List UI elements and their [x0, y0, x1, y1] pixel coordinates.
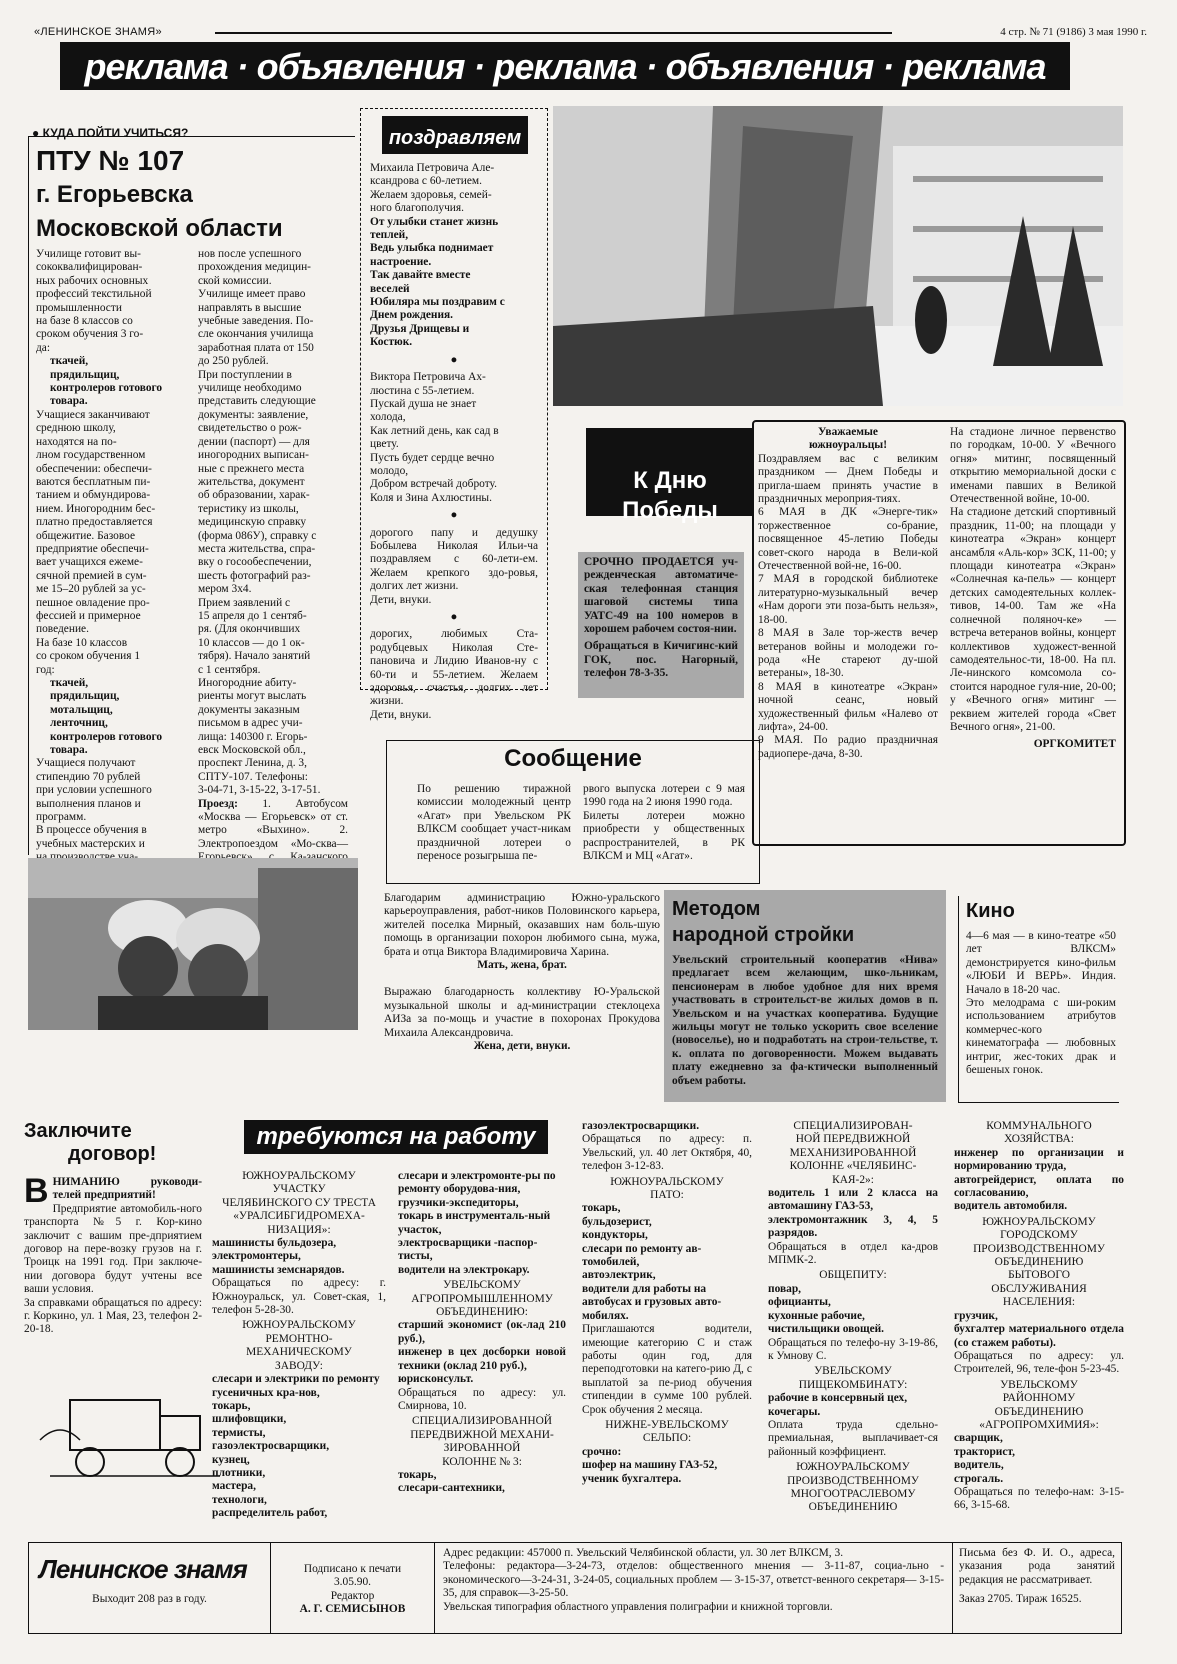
jobs-col-1: ЮЖНОУРАЛЬСКОМУ УЧАСТКУ ЧЕЛЯБИНСКОГО СУ ТРЕСТА «УРАЛСИБГИДРОМЕХА- НИЗАЦИЯ»: машинисты бульдозера, электромонтеры, машинисты земснарядов. Обращаться по адресу: г. Южноуральск, ул. Совет-ская, 1, телефон 5-28-30. ЮЖНОУРАЛЬСКОМУ РЕМОНТНО- МЕХАНИЧЕСКОМУ ЗАВОДУ: слесари и электрики по ремонту гусеничных кра-нов, токарь, шлифовщики, термисты, газоэлектросварщики, кузнец, плотники, мастера, технологи, распределитель работ, — [212, 1170, 386, 1520]
announcement-box — [386, 740, 760, 884]
weavers-illustration — [28, 858, 358, 1030]
footer-letters-cell: Письма без Ф. И. О., адреса, указания рода занятий редакция не рассматривает. Заказ 2705. Тираж 16525. — [959, 1547, 1115, 1606]
contract-title-1: Заключите — [24, 1120, 132, 1142]
bullet-divider: ● — [450, 353, 458, 366]
announcement-col-2: рвого выпуска лотереи с 9 мая 1990 года на 2 июня 1990 года. Билеты лотереи можно приобрести у общественных распространителей, в РК ВЛКСМ и МЦ «Агат». — [583, 783, 745, 863]
monument-illustration — [553, 106, 1123, 406]
publication-frequency: Выходит 208 раз в году. — [92, 1593, 207, 1605]
paper-name: «ЛЕНИНСКОЕ ЗНАМЯ» — [34, 26, 162, 38]
jobs-col-4: СПЕЦИАЛИЗИРОВАН- НОЙ ПЕРЕДВИЖНОЙ МЕХАНИЗИРОВАННОЙ КОЛОННЕ «ЧЕЛЯБИНС- КАЯ-2»: водитель 1 или 2 класса на автомашину ГАЗ-53, электромонтажник 3, 4, 5 разрядов. Обращаться в отдел ка-дров МПМК-2. ОБЩЕПИТУ: повар, официанты, кухонные рабочие, чистильщики овощей. Обращаться по телефо-ну 3-19-86, к Умнову С. УВЕЛЬСКОМУ ПИЩЕКОМБИНАТУ: рабочие в консервный цех, кочегары. Оплата труда сдельно-премиальная, выплачивает-ся районный коэффициент. ЮЖНОУРАЛЬСКОМУ ПРОИЗВОДСТВЕННОМУ МНОГООТРАСЛЕВОМУ ОБЪЕДИНЕНИЮ — [768, 1120, 938, 1514]
jobs-col-3: газоэлектросварщики. Обращаться по адресу: п. Увельский, ул. 40 лет Октября, 40, телефон 3-12-83. ЮЖНОУРАЛЬСКОМУ ПАТО: токарь, бульдозерист, кондукторы, слесари по ремонту ав-томобилей, автоэлектрик, водители для работы на автобусах и грузовых авто-мобилях. Приглашаются водители, имеющие категорию С и стаж работы один год, для переподготовки на катего-рию Д, с выплатой за пе-риод обучения стипендии в сумме 100 рублей. Срок обучения 2 месяца. НИЖНЕ-УВЕЛЬСКОМУ СЕЛЬПО: срочно: шофер на машину ГАЗ-52, ученик бухгалтера. — [582, 1120, 752, 1485]
announcement-col-1: По решению тиражной комиссии молодежный центр «Агат» при Увельском РК ВЛКСМ сообщает участ-никам праздничной лотереи о переносе розыгрыша пе- — [417, 783, 571, 863]
drop-cap: В — [24, 1172, 49, 1210]
contract-ad: Заключите договор! В НИМАНИЮ руководи-телей предприятий! Предприятие автомобиль-ного транспорта №5 г. Кор-кино заключит с вашим пре-дприятием договор на пере-возку грузов на г. Троицк на 1991 год. При заключе-нии договора будут учтены все ваши условия. За справками обращаться по адресу: г. Коркино, ул. 1 Мая, 23, телефон 2-20-18. — [24, 1120, 202, 1336]
cinema-ad — [958, 896, 1120, 1102]
cinema-text: 4—6 мая — в кино-театре «50 лет ВЛКСМ» демонстрируется кино-фильм «ЛЮБИ И ВЕРЬ». Индия. Начало в 18-20 час. Это мелодрама с ши-роким использованием атрибутов коммерчес-кого кинематографа — любовных интриг, жес-токих драк и бешеных гонок. — [966, 930, 1116, 1077]
photo-monument — [553, 106, 1123, 406]
ptu-kicker: ● КУДА ПОЙТИ УЧИТЬСЯ? — [32, 126, 189, 140]
ptu-article — [28, 126, 358, 856]
masthead — [30, 20, 1147, 42]
footer-address-cell: Адрес редакции: 457000 п. Увельский Челябинской области, ул. 30 лет ВЛКСМ, 3. Телефоны: редактора—3-24-73, отделов: общественного мнения — 3-11-87, социа-льно - экономического—3-24-31, 3-24-05, социальных проблем — 3-15-37, ответст-венного секретаря— 3-15-35, для справок—3-25-50. Увельская типография областного управления полиграфии и книжной торговли. — [435, 1543, 953, 1633]
cooperative-ad: Методом народной стройки Увельский строительный кооператив «Нива» предлагает всем желающим, шко-льникам, пенсионерам в любое удобное для них время участвовать в строительст-ве жилых домов в п. Увельском и на участках кооператива. Будущие жильцы могут не только ускорить свое вселение (новоселье), но и подработать на строи-тельстве, т. к. оплата по договоренности. Можем выдавать плату ежедневно за фа-ктически выполненный объем работы. — [664, 890, 946, 1102]
cooperative-title: Методом народной стройки — [672, 898, 855, 946]
ptu-title: ПТУ № 107 г. Егорьевска Московской области — [36, 145, 283, 242]
ptu-col-1: Училище готовит вы- сококвалифицирован- ных рабочих основных профессий текстильной промышленности на базе 8 классов со сроком обучения 3 го- да: ткачей, прядильщиц, контролеров готового товара. Учащиеся заканчивают среднюю школу, находятся на по- лном государственном обеспечении: обеспечи- ваются бесплатным пи- танием и обмундирова- нием. Иногородним бес- платно предоставляется общежитие. Базовое предприятие обеспечи- вает учащихся ежеме- сячной премией в сум- ме 15–20 рублей за ус- пешное овладение про- фессией и примерное поведение. На базе 10 классов со сроком обучения 1 год: ткачей, прядильщиц, мотальщиц, ленточниц, контролеров готового товара. Учащиеся получают стипендию 70 рублей при условии успешного выполнения планов и программ. В процессе обучения в учебных мастерских и — [36, 248, 163, 850]
photo-weavers — [28, 858, 358, 1030]
jobs-col-5: КОММУНАЛЬНОГО ХОЗЯЙСТВА: инженер по организации и нормированию труда, автогрейдерист, оплата по согласованию, водитель автомобиля. ЮЖНОУРАЛЬСКОМУ ГОРОДСКОМУ ПРОИЗВОДСТВЕННОМУ ОБЪЕДИНЕНИЮ БЫТОВОГО ОБСЛУЖИВАНИЯ НАСЕЛЕНИЯ: грузчик, бухгалтер материального отдела (со стажем работы). Обращаться по адресу: ул. Строителей, 96, теле-фон 5-23-45. УВЕЛЬСКОМУ РАЙОННОМУ ОБЪЕДИНЕНИЮ «АГРОПРОМХИМИЯ»: сварщик, тракторист, водитель, строгаль. Обращаться по телефо-нам: 3-15-66, 3-15-68. — [954, 1120, 1124, 1512]
congrats-text: Михаила Петровича Але- ксандрова с 60-летием. Желаем здоровья, семей- ного благополучия. От улыбки станет жизнь теплей, Ведь улыбка поднимает настроение. Так давайте вместе веселей Юбиляра мы поздравим с Днем рождения. Друзья Дрищевы и Костюк. ● Виктора Петровича Ах- люстина с 55-летием. Пускай душа не знает холода, Как летний день, как сад в цвету. Пусть будет сердце вечно молодо, Добром встречай доброту. Коля и Зина Ахлюстины. ● дорогого папу и дедушку Бобылева Николая Ильи-ча поздравляем с 60-лети-ем. Желаем крепкого здо-ровья, долгих лет жизни. Дети, внуки. ● дорогих, любимых Ста-родубцевых Николая Сте-пановича и Лидию Иванов-ну с 60-ти и 55-летием. Желаем здоровья, счастья, долгих лет жизни. Дети, внуки. — [370, 162, 538, 721]
congrats-header: поздравляем — [382, 116, 528, 154]
banner-text: реклама · объявления · реклама · объявления · реклама — [84, 46, 1046, 87]
announcement-title: Сообщение — [504, 745, 642, 772]
paper-logo: Ленинское знамя — [39, 1554, 247, 1584]
urgent-sale: СРОЧНО ПРОДАЕТСЯ уч-режденческая автоматиче-ская телефонная станция шаговой системы типа УАТС-49 на 100 номеров в хорошем рабочем состоя-нии. Обращаться в Кичигинс-кий ГОК, пос. Нагорный, телефон 78-3-35. — [578, 552, 744, 698]
victory-col-1: Уважаемые южноуральцы! Поздравляем вас с великим праздником — Днем Победы и пригла-шаем принять участие в праздничных мероприя-тиях. 6 МАЯ в ДК «Энерге-тик» торжественное со-брание, посвященное 45-летию Победы совет-ского народа в Вели-кой Отечественной вой-не, 16-00. 7 МАЯ в городской библиотеке литературно-музыкальный вечер «Нам дороги эти поза-быть нельзя», 18-00. 8 МАЯ в Зале тор-жеств вечер ветеранов войны и молодежи го-рода «Не стареют ду-шой ветераны», 18-30. 8 МАЯ в кинотеатре «Экран» ночной сеанс, новый художественный фильм «Налево от лифта», 24-00. 9 МАЯ. По радио праздничная радиопере-дача, 8-30. — [758, 426, 938, 760]
thanks-notices: Благодарим администрацию Южно-уральского карьероуправления, работ-ников Половинского карьера, жителей поселка Мирный, оказавших нам боль-шую помощь в организации похорон любимого сына, мужа, брата и отца Виктора Владимировича Харина. Мать, жена, брат. Выражаю благодарность коллективу Ю-Уральской музыкальной школы и ад-министрации стеклоцеха АИЗа за по-мощь и участие в похоронах Прокудова Михаила Александровича. Жена, дети, внуки. — [384, 892, 660, 1053]
issue-line: 4 стр. № 71 (9186) 3 мая 1990 г. — [1000, 26, 1147, 38]
section-banner — [60, 42, 1070, 90]
masthead-rule — [215, 32, 892, 34]
victory-title: К Дню Победы — [586, 428, 754, 516]
footer-imprint — [28, 1542, 1122, 1634]
bullet-divider: ● — [450, 611, 458, 623]
jobs-col-2: слесари и электромонте-ры по ремонту оборудова-ния, грузчики-экспедиторы, токарь в инструменталь-ный участок, электросварщики -паспор-тисты, водители на электрокару. УВЕЛЬСКОМУ АГРОПРОМЫШЛЕННОМУ ОБЪЕДИНЕНИЮ: старший экономист (ок-лад 210 руб.), инженер в цех досборки новой техники (оклад 210 руб.), юрисконсульт. Обращаться по адресу: ул. Смирнова, 10. СПЕЦИАЛИЗИРОВАННОЙ ПЕРЕДВИЖНОЙ МЕХАНИ- ЗИРОВАННОЙ КОЛОННЕ № 3: токарь, слесари-сантехники, — [398, 1170, 566, 1495]
congrats-column — [360, 108, 550, 721]
bullet-divider: ● — [450, 509, 458, 522]
contract-title-2: договор! — [68, 1143, 157, 1165]
truck-icon — [30, 1380, 230, 1498]
ptu-col-2: нов после успешного прохождения медицин- ской комиссии. Училище имеет право направлять в высшие учебные заведения. По- сле окончания училища заработная плата от 150 до 250 рублей. При поступлении в училище необходимо представить следующие документы: заявление, свидетельство о рож- дении (паспорт) — для иногородних выписан- ные с прежнего места жительства, документ об образовании, харак- теристику из школы, медицинскую справку (форма 086У), справку с места жительства, спра- вку о госообеспечении, шесть фотографий раз- мером 3х4. Прием заявлений с 15 апреля до 1 сентяб- ря. (Для окончивших 10 классов — до 1 ок- тября). Начало занятий с 1 сентября. Иногородние абиту- риенты могут выслать документы заказным письмом в адрес учи- лища: 140300 г. Егорь- евск Московской обл., проспект Ленина, д. 3, СПТУ-107. Телефоны: 3-04-71, 3-15-22, 3-17-51. Проезд: 1. Автобусом «Москва — Егорьевск» от ст. метро «Выхино». 2. Электропоездом «Мо-сква— — [198, 248, 348, 850]
truck-illustration — [30, 1380, 230, 1498]
footer-logo-cell — [29, 1543, 271, 1633]
footer-editor-cell: Подписано к печати 3.05.90. Редактор А. Г. СЕМИСЫНОВ — [271, 1543, 435, 1633]
jobs-banner: требуются на работу — [244, 1120, 548, 1154]
cinema-title: Кино — [966, 900, 1015, 922]
victory-col-2: На стадионе личное первенство по городкам, 10-00. У «Вечного огня» митинг, посвященный открытию мемориальной доски с именами павших в Великой Отечественной войне, 10-00. На стадионе детский спортивный праздник, 11-00; на площади у кинотеатра «Экран» концерт ансамбля «Аль-кор» ЗСК, 11-00; у площади кинотеатра «Экран» «Солнечная ка-пель» — концерт детских самодеятельных коллек-тивов, 14-00. Там же «На солнечной поляноч-ке» — встреча ветеранов войны, концерт коллективов художест-венной самодеятельнос-ти, 18-00. На пл. Ле-нинского комсомола со-стоится народное гуля-ние, 20-00; у «Вечного огня» митинг — реквием жителей города «Свет Вечного огня», 21-00. ОРГКОМИТЕТ — [950, 426, 1116, 751]
